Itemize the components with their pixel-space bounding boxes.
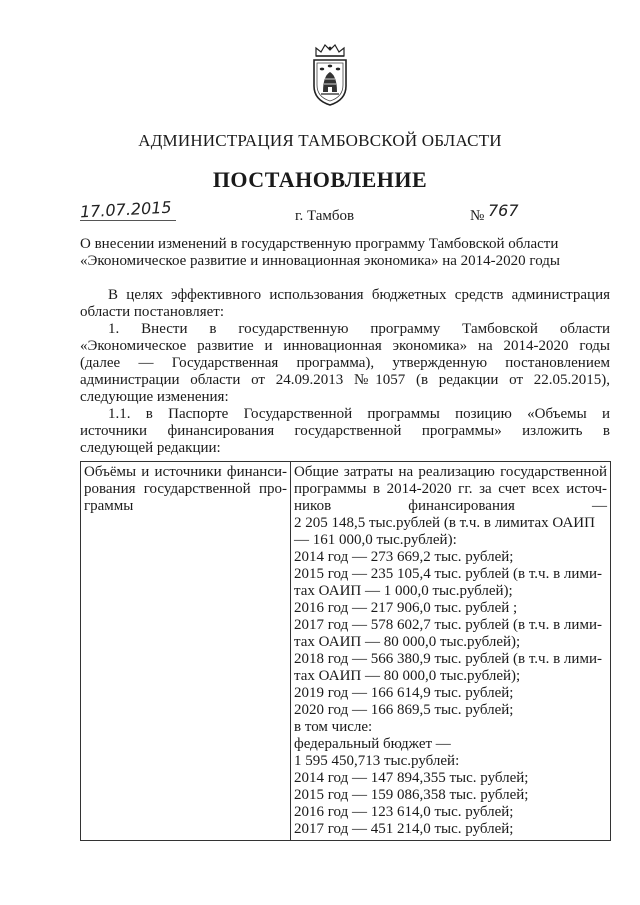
body-line: следующие изменения: <box>80 389 229 405</box>
value-line: в том числе: <box>294 719 373 735</box>
value-line: 2017 год — 451 214,0 тыс. рублей; <box>294 821 514 837</box>
body-line: следующей редакции: <box>80 440 221 456</box>
value-line: 2015 год — 159 086,358 тыс. рублей; <box>294 787 529 803</box>
subject-line: О внесении изменений в государственную программу Тамбовской области <box>80 236 559 252</box>
value-line: программы в 2014-2020 гг. за счет всех источ- <box>294 481 607 497</box>
financing-table <box>80 461 611 841</box>
value-line: 2019 год — 166 614,9 тыс. рублей; <box>294 685 514 701</box>
body-line: источники финансирования государственной программы» изложить в <box>80 423 610 439</box>
document-number: 767 <box>488 201 519 220</box>
value-line: тах ОАИП — 1 000,0 тыс.рублей); <box>294 583 513 599</box>
document-title: ПОСТАНОВЛЕНИЕ <box>212 167 428 192</box>
body-line: «Экономическое развитие и инновационная экономика» на 2014-2020 годы <box>80 338 610 354</box>
value-line: — 161 000,0 тыс.рублей): <box>294 532 457 548</box>
value-line: 2016 год — 217 906,0 тыс. рублей ; <box>294 600 518 616</box>
date-underline <box>80 220 176 221</box>
value-line: 2018 год — 566 380,9 тыс. рублей (в т.ч. в лими- <box>294 651 602 667</box>
value-line: ников финансирования — <box>294 498 607 514</box>
value-line: 2 205 148,5 тыс.рублей (в т.ч. в лимитах ОАИП <box>294 515 595 531</box>
value-line: тах ОАИП — 80 000,0 тыс.рублей); <box>294 634 521 650</box>
document-body <box>80 287 610 457</box>
value-line: федеральный бюджет — <box>294 736 451 752</box>
label-line: граммы <box>84 498 134 514</box>
financing-values-cell <box>291 462 611 841</box>
issuing-authority: АДМИНИСТРАЦИЯ ТАМБОВСКОЙ ОБЛАСТИ <box>138 131 502 150</box>
value-line: 2014 год — 147 894,355 тыс. рублей; <box>294 770 529 786</box>
document-subject <box>80 236 580 270</box>
body-line: В целях эффективного использования бюджетных средств администрация <box>108 287 610 303</box>
financing-label-cell <box>81 462 291 841</box>
value-line: тах ОАИП — 80 000,0 тыс.рублей); <box>294 668 521 684</box>
table-row <box>81 462 611 841</box>
value-line: 2017 год — 578 602,7 тыс. рублей (в т.ч. в лими- <box>294 617 602 633</box>
document-city: г. Тамбов <box>295 208 355 224</box>
body-line: (далее — Государственная программа), утвержденную постановлением <box>80 355 610 371</box>
body-line: администрации области от 24.09.2013 №1057 (в редакции от 22.05.2015), <box>80 372 610 388</box>
document-date: 17.07.2015 <box>79 197 173 222</box>
body-line: 1. Внести в государственную программу Тамбовской области <box>108 321 610 337</box>
value-line: 1 595 450,713 тыс.рублей: <box>294 753 460 769</box>
label-line: Объёмы и источники финанси- <box>84 464 287 480</box>
document-number-label: № <box>470 208 485 224</box>
value-line: Общие затраты на реализацию государственной <box>294 464 607 480</box>
body-line: области постановляет: <box>80 304 225 320</box>
label-line: рования государственной про- <box>84 481 287 497</box>
value-line: 2014 год — 273 669,2 тыс. рублей; <box>294 549 514 565</box>
value-line: 2020 год — 166 869,5 тыс. рублей; <box>294 702 514 718</box>
body-line: 1.1. в Паспорте Государственной программы позицию «Объемы и <box>108 406 610 422</box>
value-line: 2015 год — 235 105,4 тыс. рублей (в т.ч. в лими- <box>294 566 602 582</box>
subject-line: «Экономическое развитие и инновационная экономика» на 2014-2020 годы <box>80 253 560 269</box>
value-line: 2016 год — 123 614,0 тыс. рублей; <box>294 804 514 820</box>
coat-of-arms-emblem <box>308 42 352 108</box>
